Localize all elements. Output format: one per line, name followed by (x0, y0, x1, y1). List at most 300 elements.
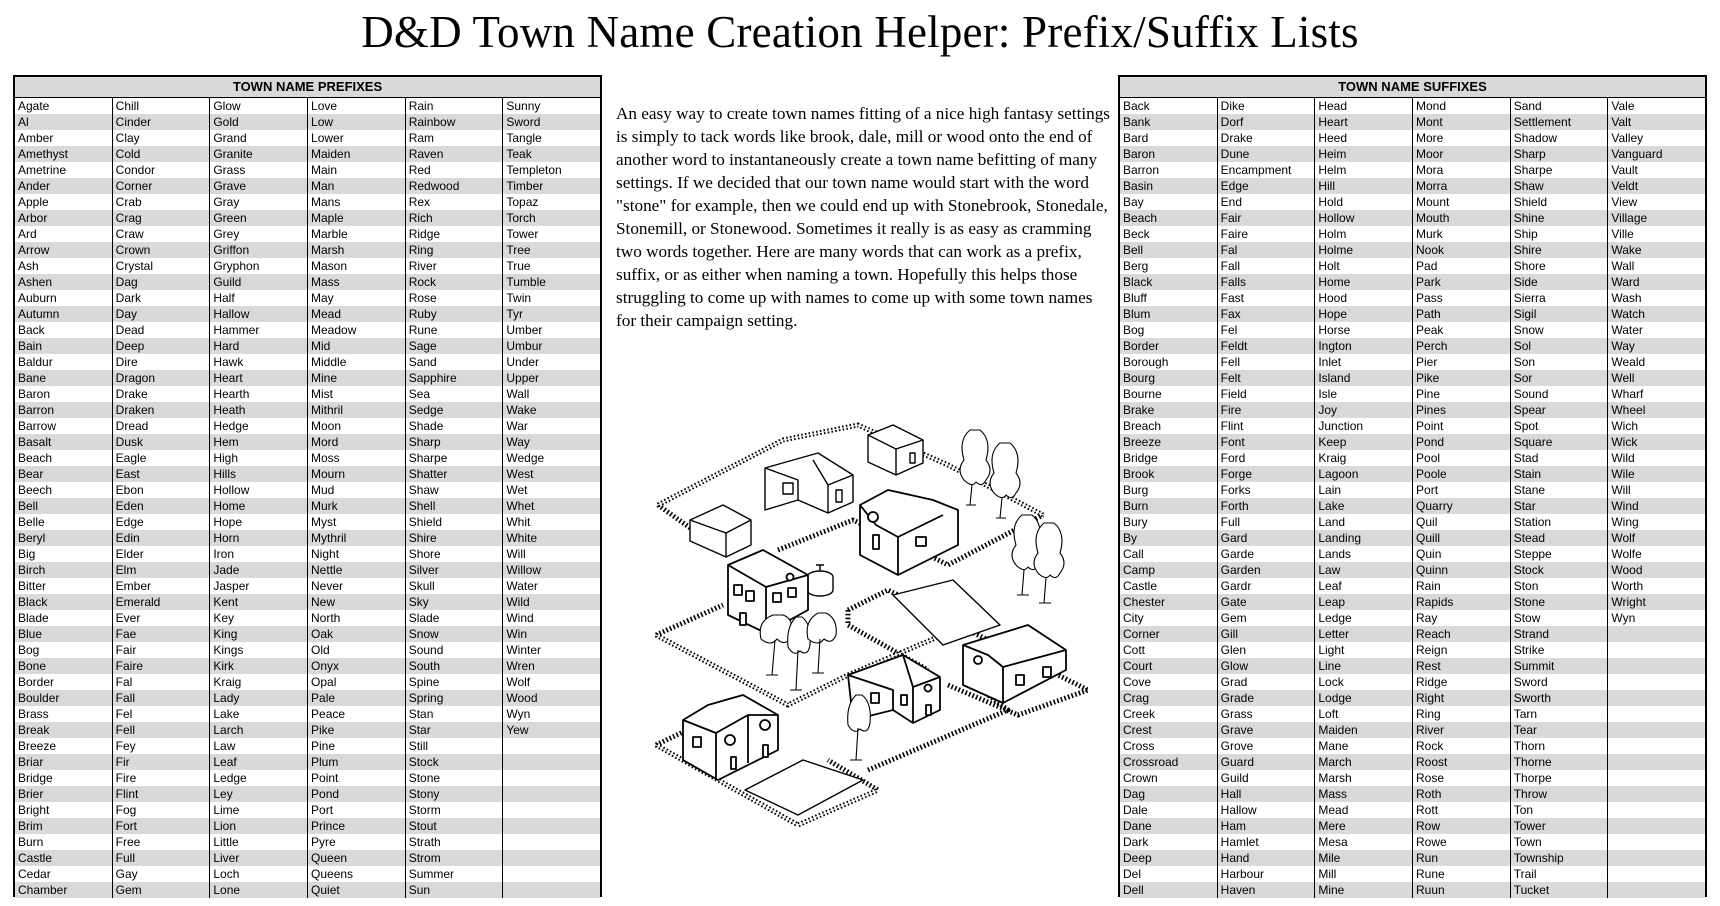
table-cell: Brake (1120, 402, 1217, 418)
table-cell: Drake (113, 386, 210, 402)
table-cell: March (1315, 754, 1412, 770)
table-cell: Shadow (1511, 130, 1608, 146)
table-cell (1608, 706, 1705, 722)
table-cell: Joy (1315, 402, 1412, 418)
table-cell: Dike (1218, 98, 1315, 114)
table-cell: Wind (1608, 498, 1705, 514)
table-cell: Guard (1218, 754, 1315, 770)
table-cell: Stout (406, 818, 503, 834)
table-cell: Falls (1218, 274, 1315, 290)
table-cell: Hearth (210, 386, 307, 402)
table-cell: Rainbow (406, 114, 503, 130)
table-cell: Eagle (113, 450, 210, 466)
table-cell: Hope (1315, 306, 1412, 322)
table-cell: Gold (210, 114, 307, 130)
table-cell (503, 770, 600, 786)
table-cell: Worth (1608, 578, 1705, 594)
table-cell: Light (1315, 642, 1412, 658)
table-cell: View (1608, 194, 1705, 210)
table-cell: Will (503, 546, 600, 562)
table-cell: Ley (210, 786, 307, 802)
table-cell: Edge (1218, 178, 1315, 194)
table-cell: Wolf (503, 674, 600, 690)
table-cell: Hem (210, 434, 307, 450)
table-cell: Hall (1218, 786, 1315, 802)
table-cell: Ridge (406, 226, 503, 242)
table-cell: Kraig (210, 674, 307, 690)
table-cell: Moon (308, 418, 405, 434)
table-cell: Gate (1218, 594, 1315, 610)
table-cell: Will (1608, 482, 1705, 498)
suffix-table (1118, 75, 1707, 897)
table-cell: Fel (1218, 322, 1315, 338)
table-cell: Bog (15, 642, 112, 658)
table-cell: Way (1608, 338, 1705, 354)
table-cell: North (308, 610, 405, 626)
table-cell: Mans (308, 194, 405, 210)
table-cell: Black (1120, 274, 1217, 290)
suffix-table-body (1120, 98, 1705, 898)
table-cell: Twin (503, 290, 600, 306)
table-cell: Lion (210, 818, 307, 834)
table-cell: Hills (210, 466, 307, 482)
intro-paragraph: An easy way to create town names fitting of a nice high fantasy settings is simply to tack words like brook, dale, mill or wood onto the end of another word to instantaneously create a town name befitting of many settings. If we decided that our town name would start with the word "stone" for example, then we could end up with Stonebrook, Stonedale, Stonemill, or Stonewood. Sometimes it really is as easy as cramming two words together. Here are many words that can work as a prefix, suffix, or as either when naming a town. Hopefully this helps those struggling to come up with names to come up with some town names for their campaign setting. (616, 104, 1110, 330)
table-cell: War (503, 418, 600, 434)
table-cell: Crab (113, 194, 210, 210)
table-cell: Man (308, 178, 405, 194)
table-cell: Side (1511, 274, 1608, 290)
table-cell: Bay (1120, 194, 1217, 210)
house (765, 453, 853, 513)
table-cell: Strath (406, 834, 503, 850)
table-cell (1608, 802, 1705, 818)
table-cell: Bridge (1120, 450, 1217, 466)
table-cell: Nettle (308, 562, 405, 578)
table-cell: Quin (1413, 546, 1510, 562)
table-cell: Ard (15, 226, 112, 242)
table-cell: Leap (1315, 594, 1412, 610)
table-cell: Tucket (1511, 882, 1608, 898)
table-cell: Lower (308, 130, 405, 146)
table-cell: Wyn (1608, 610, 1705, 626)
table-cell: Bourg (1120, 370, 1217, 386)
table-cell: Borough (1120, 354, 1217, 370)
table-cell: Rose (406, 290, 503, 306)
table-cell: Dag (113, 274, 210, 290)
table-cell: Ton (1511, 802, 1608, 818)
table-cell: Rain (406, 98, 503, 114)
table-cell: Glow (1218, 658, 1315, 674)
table-cell (503, 754, 600, 770)
table-cell: Sedge (406, 402, 503, 418)
table-cell: Kraig (1315, 450, 1412, 466)
table-cell: Mass (1315, 786, 1412, 802)
table-cell: Wall (503, 386, 600, 402)
table-cell: Fire (1218, 402, 1315, 418)
table-cell: Plum (308, 754, 405, 770)
table-cell: Prince (308, 818, 405, 834)
table-cell: Ever (113, 610, 210, 626)
table-cell: Main (308, 162, 405, 178)
table-cell: Spine (406, 674, 503, 690)
table-cell (1608, 626, 1705, 642)
table-cell: Fair (1218, 210, 1315, 226)
table-cell: Gem (113, 882, 210, 898)
table-cell: Guild (1218, 770, 1315, 786)
table-cell: Shine (1511, 210, 1608, 226)
table-cell: Storm (406, 802, 503, 818)
table-cell: Beech (15, 482, 112, 498)
table-cell: Beach (15, 450, 112, 466)
table-cell: Topaz (503, 194, 600, 210)
table-cell: Ward (1608, 274, 1705, 290)
prefix-column (405, 98, 503, 898)
table-cell: Shield (406, 514, 503, 530)
table-cell: Ray (1413, 610, 1510, 626)
table-cell: Mead (1315, 802, 1412, 818)
table-cell: Kirk (210, 658, 307, 674)
table-cell: Rune (406, 322, 503, 338)
table-cell (503, 738, 600, 754)
table-cell: Sword (1511, 674, 1608, 690)
table-cell: Quil (1413, 514, 1510, 530)
table-cell: Moor (1413, 146, 1510, 162)
table-cell: Mord (308, 434, 405, 450)
table-cell: Edin (113, 530, 210, 546)
table-cell: Bard (1120, 130, 1217, 146)
house (860, 490, 958, 575)
table-cell: Steppe (1511, 546, 1608, 562)
table-cell: Jasper (210, 578, 307, 594)
table-cell: Rock (1413, 738, 1510, 754)
table-cell: Mourn (308, 466, 405, 482)
table-cell: Edge (113, 514, 210, 530)
table-cell: Wick (1608, 434, 1705, 450)
table-cell: Wile (1608, 466, 1705, 482)
table-cell: Vanguard (1608, 146, 1705, 162)
table-cell: Emerald (113, 594, 210, 610)
table-cell: Mouth (1413, 210, 1510, 226)
table-cell: Sharp (406, 434, 503, 450)
table-cell: Garde (1218, 546, 1315, 562)
table-cell: Stan (406, 706, 503, 722)
table-cell: Sol (1511, 338, 1608, 354)
table-cell: Ring (406, 242, 503, 258)
table-cell: Loch (210, 866, 307, 882)
table-cell (1608, 850, 1705, 866)
table-cell: Draken (113, 402, 210, 418)
table-cell: Star (1511, 498, 1608, 514)
table-cell: Port (1413, 482, 1510, 498)
table-cell: Field (1218, 386, 1315, 402)
table-cell: Mithril (308, 402, 405, 418)
table-cell: Lagoon (1315, 466, 1412, 482)
table-cell: Loft (1315, 706, 1412, 722)
table-cell: Ruby (406, 306, 503, 322)
table-cell: Mud (308, 482, 405, 498)
table-cell: Star (406, 722, 503, 738)
table-cell: Stock (406, 754, 503, 770)
table-cell (1608, 690, 1705, 706)
table-cell: Cove (1120, 674, 1217, 690)
table-cell: City (1120, 610, 1217, 626)
table-cell: Stain (1511, 466, 1608, 482)
table-cell: Guild (210, 274, 307, 290)
table-cell: Mane (1315, 738, 1412, 754)
table-cell: Middle (308, 354, 405, 370)
table-cell: Pyre (308, 834, 405, 850)
table-cell: Stony (406, 786, 503, 802)
table-cell: Lock (1315, 674, 1412, 690)
table-cell: Full (113, 850, 210, 866)
table-cell: Station (1511, 514, 1608, 530)
table-cell: Heath (210, 402, 307, 418)
table-cell: Crown (113, 242, 210, 258)
table-cell: Camp (1120, 562, 1217, 578)
table-cell: Pool (1413, 450, 1510, 466)
table-cell: Horse (1315, 322, 1412, 338)
table-cell: Wedge (503, 450, 600, 466)
table-cell: Beryl (15, 530, 112, 546)
table-cell: Crag (1120, 690, 1217, 706)
table-cell: Basalt (15, 434, 112, 450)
table-cell: Poole (1413, 466, 1510, 482)
table-cell: End (1218, 194, 1315, 210)
table-cell: Del (1120, 866, 1217, 882)
table-cell: Mine (1315, 882, 1412, 898)
table-cell: By (1120, 530, 1217, 546)
table-cell: Pad (1413, 258, 1510, 274)
table-cell: Shire (406, 530, 503, 546)
table-cell: Pike (308, 722, 405, 738)
table-cell: Mile (1315, 850, 1412, 866)
table-cell: Silver (406, 562, 503, 578)
table-cell: Cold (113, 146, 210, 162)
table-cell: Hamlet (1218, 834, 1315, 850)
table-cell: Briar (15, 754, 112, 770)
table-cell: Big (15, 546, 112, 562)
table-cell: East (113, 466, 210, 482)
table-cell: Rapids (1413, 594, 1510, 610)
table-cell: Grand (210, 130, 307, 146)
table-cell: Opal (308, 674, 405, 690)
table-cell: Stone (1511, 594, 1608, 610)
table-cell: Flint (113, 786, 210, 802)
table-cell: Clay (113, 130, 210, 146)
table-cell: Bell (1120, 242, 1217, 258)
table-cell: Fall (113, 690, 210, 706)
table-cell: Cross (1120, 738, 1217, 754)
table-cell: Peace (308, 706, 405, 722)
table-cell (1608, 738, 1705, 754)
table-cell: Pike (1413, 370, 1510, 386)
table-cell: Iron (210, 546, 307, 562)
table-cell: Grey (210, 226, 307, 242)
table-cell: Umber (503, 322, 600, 338)
table-cell: Gryphon (210, 258, 307, 274)
table-cell: Burn (1120, 498, 1217, 514)
table-cell: Haven (1218, 882, 1315, 898)
table-cell: Hand (1218, 850, 1315, 866)
table-cell: Timber (503, 178, 600, 194)
prefix-column (112, 98, 210, 898)
table-cell: Wheel (1608, 402, 1705, 418)
table-cell: Breach (1120, 418, 1217, 434)
table-cell: Cinder (113, 114, 210, 130)
table-cell: Isle (1315, 386, 1412, 402)
table-cell: Griffon (210, 242, 307, 258)
table-cell: Sound (1511, 386, 1608, 402)
table-cell: Ash (15, 258, 112, 274)
table-cell: Al (15, 114, 112, 130)
table-cell: Rain (1413, 578, 1510, 594)
table-cell: Cedar (15, 866, 112, 882)
table-cell: Burn (15, 834, 112, 850)
table-cell: Sigil (1511, 306, 1608, 322)
table-cell: Sharpe (406, 450, 503, 466)
table-cell: Pond (1413, 434, 1510, 450)
prefix-table-body (15, 98, 600, 898)
table-cell: Little (210, 834, 307, 850)
table-cell: Chamber (15, 882, 112, 898)
table-cell: Bog (1120, 322, 1217, 338)
table-cell: Shield (1511, 194, 1608, 210)
table-cell: Stad (1511, 450, 1608, 466)
table-cell: Ander (15, 178, 112, 194)
table-cell: Torch (503, 210, 600, 226)
table-cell: High (210, 450, 307, 466)
table-cell: Marsh (1315, 770, 1412, 786)
table-cell (1608, 658, 1705, 674)
table-cell: Corner (1120, 626, 1217, 642)
table-cell: Fal (1218, 242, 1315, 258)
table-cell: Faire (1218, 226, 1315, 242)
table-cell: Breeze (15, 738, 112, 754)
table-cell: Dire (113, 354, 210, 370)
table-cell: True (503, 258, 600, 274)
table-cell: Snow (1511, 322, 1608, 338)
table-cell: Spear (1511, 402, 1608, 418)
table-cell: Ship (1511, 226, 1608, 242)
shed (893, 580, 1000, 645)
table-cell: Strom (406, 850, 503, 866)
table-cell: Under (503, 354, 600, 370)
house (690, 505, 751, 557)
prefix-table-header: TOWN NAME PREFIXES (15, 77, 600, 98)
table-cell: Rich (406, 210, 503, 226)
table-cell: Lone (210, 882, 307, 898)
table-cell: Dead (113, 322, 210, 338)
table-cell: Elm (113, 562, 210, 578)
table-cell: Castle (1120, 578, 1217, 594)
table-cell: Weald (1608, 354, 1705, 370)
table-cell: Bright (15, 802, 112, 818)
table-cell: Crystal (113, 258, 210, 274)
table-cell: Key (210, 610, 307, 626)
table-cell: Bridge (15, 770, 112, 786)
suffix-column (1412, 98, 1510, 898)
table-cell: Tyr (503, 306, 600, 322)
table-cell: Belle (15, 514, 112, 530)
table-cell: Right (1413, 690, 1510, 706)
table-cell (503, 802, 600, 818)
table-cell: Murk (1413, 226, 1510, 242)
table-cell: Horn (210, 530, 307, 546)
table-cell: Letter (1315, 626, 1412, 642)
prefix-column (209, 98, 307, 898)
table-cell: Pass (1413, 290, 1510, 306)
table-cell: Sand (406, 354, 503, 370)
table-cell: Teak (503, 146, 600, 162)
table-cell: Fae (113, 626, 210, 642)
table-cell: Heart (210, 370, 307, 386)
table-cell: Harbour (1218, 866, 1315, 882)
table-cell: May (308, 290, 405, 306)
table-cell: Quiet (308, 882, 405, 898)
table-cell: Amethyst (15, 146, 112, 162)
table-cell: Old (308, 642, 405, 658)
table-cell (503, 850, 600, 866)
table-cell: River (1413, 722, 1510, 738)
table-cell: Bluff (1120, 290, 1217, 306)
table-cell: Heed (1315, 130, 1412, 146)
table-cell: Mere (1315, 818, 1412, 834)
table-cell: Sea (406, 386, 503, 402)
table-cell: Arrow (15, 242, 112, 258)
table-cell: Skull (406, 578, 503, 594)
table-cell: Ruun (1413, 882, 1510, 898)
table-cell: Thorn (1511, 738, 1608, 754)
table-cell (1608, 882, 1705, 898)
table-cell: Summit (1511, 658, 1608, 674)
table-cell: Rune (1413, 866, 1510, 882)
table-cell: Ametrine (15, 162, 112, 178)
table-cell: Spot (1511, 418, 1608, 434)
table-cell: Wild (503, 594, 600, 610)
table-cell: Call (1120, 546, 1217, 562)
table-cell: Shaw (1511, 178, 1608, 194)
table-cell: King (210, 626, 307, 642)
table-cell: Creek (1120, 706, 1217, 722)
table-cell: Island (1315, 370, 1412, 386)
table-cell: Rock (406, 274, 503, 290)
table-cell: Fair (113, 642, 210, 658)
table-cell: Amber (15, 130, 112, 146)
table-cell: Forth (1218, 498, 1315, 514)
table-cell: Crossroad (1120, 754, 1217, 770)
table-cell: Lime (210, 802, 307, 818)
table-cell: Queens (308, 866, 405, 882)
table-cell: Wright (1608, 594, 1705, 610)
table-cell: Sky (406, 594, 503, 610)
table-cell (1608, 642, 1705, 658)
table-cell: New (308, 594, 405, 610)
table-cell: Meadow (308, 322, 405, 338)
table-cell: Hard (210, 338, 307, 354)
table-cell: Grade (1218, 690, 1315, 706)
table-cell: Berg (1120, 258, 1217, 274)
table-cell (1608, 786, 1705, 802)
table-cell: Fort (113, 818, 210, 834)
table-cell: Free (113, 834, 210, 850)
table-cell (1608, 866, 1705, 882)
table-cell: Land (1315, 514, 1412, 530)
table-cell: Wich (1608, 418, 1705, 434)
table-cell: Hold (1315, 194, 1412, 210)
table-cell: Cott (1120, 642, 1217, 658)
table-cell: Break (15, 722, 112, 738)
table-cell: Strand (1511, 626, 1608, 642)
